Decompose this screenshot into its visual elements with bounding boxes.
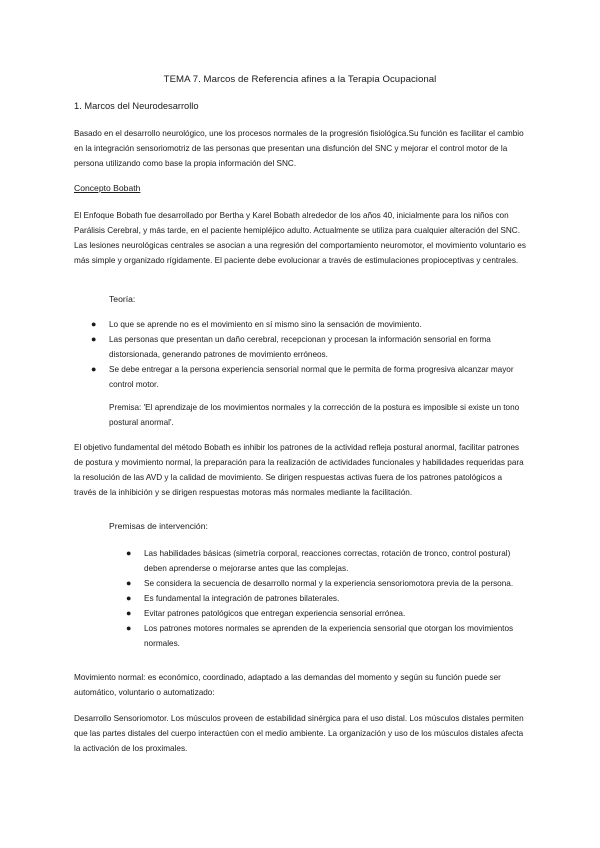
list-item: ● Las habilidades básicas (simetría corporal, reacciones correctas, rotación de tronco, control postural) deben aprenderse o mejorarse antes que las complejas. (126, 548, 511, 573)
bobath-heading: Concepto Bobath (74, 183, 141, 193)
list-item: ● Las personas que presentan un daño cerebral, recepcionan y procesan la información sensorial en forma distorsionada, generando patrones de movimiento erróneos. (91, 334, 491, 359)
bullet-dot-icon: ● (126, 623, 132, 633)
bobath-paragraph: El Enfoque Bobath fue desarrollado por Bertha y Karel Bobath alrededor de los años 40, inicialmente para los niños con Parálisis Cerebral, y más tarde, en el paciente hemipléjico adulto. Actualmente se utiliza para cualquier alteración del SNC. Las lesiones neurológicas centrales se asocian a una regresión del comportamiento neuromotor, el movimiento voluntario es más simple y organizado rígidamente. El paciente debe evolucionar a través de estimulaciones propioceptivas y centrales. (74, 211, 526, 265)
bullet-dot-icon: ● (126, 608, 132, 618)
teoria-list (91, 317, 524, 392)
movimiento-normal-paragraph: Movimiento normal: es económico, coordinado, adaptado a las demandas del momento y según su función puede ser automático, voluntario o automatizado: (74, 673, 501, 697)
bullet-dot-icon: ● (91, 319, 97, 329)
premisa-quote: Premisa: 'El aprendizaje de los movimientos normales y la corrección de la postura es imposible si existe un tono postural anormal'. (109, 403, 520, 427)
intro-paragraph: Basado en el desarrollo neurológico, une los procesos normales de la progresión fisiológica.Su función es facilitar el cambio en la integración sensoriomotriz de las personas que presentan una disfunción del SNC y mejorar el control motor de la persona utilizando como base la propia información del SNC. (74, 129, 524, 168)
desarrollo-paragraph: Desarrollo Sensoriomotor. Los músculos proveen de estabilidad sinérgica para el uso distal. Los músculos distales permiten que las partes distales del cuerpo interactúen con el medio ambiente. La organización y uso de los músculos distales afecta la activación de los proximales. (74, 714, 524, 753)
bullet-dot-icon: ● (126, 578, 132, 588)
bullet-dot-icon: ● (91, 364, 97, 374)
section-heading: 1. Marcos del Neurodesarrollo (74, 101, 199, 111)
bullet-dot-icon: ● (126, 593, 132, 603)
teoria-label: Teoría: (109, 294, 136, 304)
page-title: TEMA 7. Marcos de Referencia afines a la Terapia Ocupacional (163, 74, 437, 85)
list-item: ● Evitar patrones patológicos que entregan experiencia sensorial errónea. (144, 606, 524, 621)
list-item: ● Lo que se aprende no es el movimiento en sí mismo sino la sensación de movimiento. (109, 317, 524, 332)
bullet-dot-icon: ● (126, 548, 132, 558)
bullet-dot-icon: ● (91, 334, 97, 344)
objetivo-paragraph: El objetivo fundamental del método Bobath es inhibir los patrones de la actividad refleja postural anormal, facilitar patrones de postura y movimiento normal, la preparación para la realización de actividades funcionales y habilidades requeridas para la resolución de las AVD y la calidad de movimiento. Se dirigen respuestas activas fuera de los patrones patológicos a través de la inhibición y se dirigen respuestas motoras más normales mediante la facilitación. (74, 443, 524, 497)
list-item: ● Se considera la secuencia de desarrollo normal y la experiencia sensoriomotora previa de la persona. (144, 576, 524, 591)
list-item: ● Los patrones motores normales se aprenden de la experiencia sensorial que otorgan los movimientos normales. (126, 623, 514, 648)
list-item: ● Se debe entregar a la persona experiencia sensorial normal que le permita de forma progresiva alcanzar mayor control motor. (91, 364, 514, 389)
premisas-label: Premisas de intervención: (109, 521, 208, 531)
list-item: ● Es fundamental la integración de patrones bilaterales. (144, 591, 524, 606)
premisas-list (126, 546, 524, 651)
